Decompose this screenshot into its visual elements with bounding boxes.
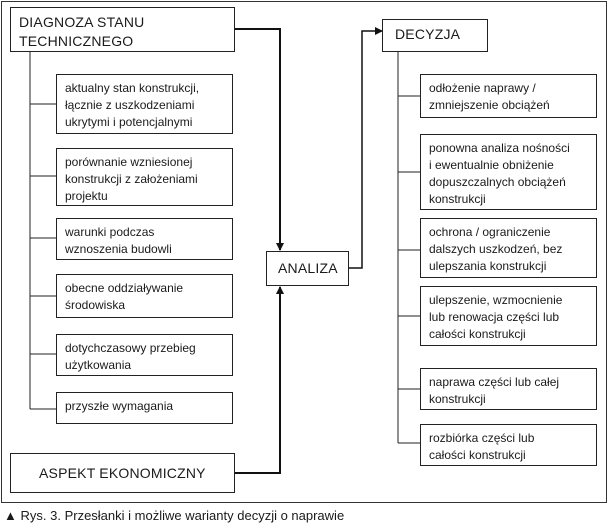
item-text: dotychczasowy przebieg — [65, 341, 196, 355]
item-text: porównanie wzniesionej — [65, 155, 193, 169]
item-text: aktualny stan konstrukcji, — [65, 81, 200, 95]
economic-title: ASPEKT EKONOMICZNY — [39, 465, 206, 481]
diagnosis-item-3 — [56, 218, 233, 260]
item-text: ochrona / ograniczenie — [429, 225, 551, 239]
arrow-economic-to-analysis — [235, 287, 280, 473]
diagnosis-title-line-2: TECHNICZNEGO — [19, 33, 134, 49]
decision-item-1 — [420, 74, 597, 118]
item-text: środowiska — [65, 298, 126, 312]
diagnosis-item-5 — [56, 334, 233, 376]
analysis-box — [266, 251, 349, 286]
item-text: lub renowacja części lub — [429, 310, 560, 324]
item-text: dopuszczalnych obciążeń — [429, 175, 566, 189]
decision-item-6 — [420, 424, 597, 466]
item-text: użytkowania — [65, 358, 132, 372]
item-text: konstrukcji — [429, 192, 486, 206]
item-text: projektu — [65, 189, 108, 203]
arrow-diagnosis-to-analysis — [235, 29, 280, 250]
arrow-analysis-to-decision — [349, 31, 382, 268]
item-text: łącznie z uszkodzeniami — [65, 98, 195, 112]
item-text: dalszych uszkodzeń, bez — [429, 242, 563, 256]
item-text: ulepszenie, wzmocnienie — [429, 293, 563, 307]
item-text: konstrukcji z założeniami — [65, 172, 198, 186]
item-text: całości konstrukcji — [429, 448, 526, 462]
figure-caption — [4, 508, 344, 523]
item-text: odłożenie naprawy / — [429, 81, 536, 95]
decision-item-4 — [420, 286, 597, 346]
caption-triangle-icon: ▲ — [4, 508, 17, 523]
diagnosis-item-1 — [56, 74, 233, 134]
diagnosis-title-line-1: DIAGNOZA STANU — [19, 14, 145, 30]
item-text: i ewentualnie obniżenie — [429, 158, 554, 172]
diagnosis-item-6 — [56, 392, 233, 424]
decision-item-3 — [420, 218, 597, 278]
economic-box — [10, 453, 235, 493]
item-text: ulepszania konstrukcji — [429, 259, 547, 273]
item-text: ukrytymi i potencjalnymi — [65, 115, 193, 129]
decision-item-5 — [420, 368, 597, 410]
item-text: naprawa części lub całej — [429, 375, 560, 389]
item-text: wznoszenia budowli — [65, 242, 172, 256]
item-text: rozbiórka części lub — [429, 431, 535, 445]
item-text: warunki podczas — [65, 225, 155, 239]
item-text: przyszłe wymagania — [65, 399, 174, 413]
diagnosis-box — [10, 7, 235, 52]
item-text: ponowna analiza nośności — [429, 141, 570, 155]
diagnosis-item-4 — [56, 274, 233, 318]
decision-box — [382, 19, 488, 52]
item-text: obecne oddziaływanie — [65, 281, 184, 295]
analysis-title: ANALIZA — [278, 260, 338, 276]
item-text: konstrukcji — [429, 392, 486, 406]
decision-item-2 — [420, 134, 597, 210]
item-text: całości konstrukcji — [429, 327, 526, 341]
item-text: zmniejszenie obciążeń — [429, 98, 550, 112]
caption-text: Rys. 3. Przesłanki i możliwe warianty decyzji o naprawie — [20, 508, 345, 523]
decision-title: DECYZJA — [395, 26, 461, 42]
diagnosis-item-2 — [56, 148, 233, 206]
